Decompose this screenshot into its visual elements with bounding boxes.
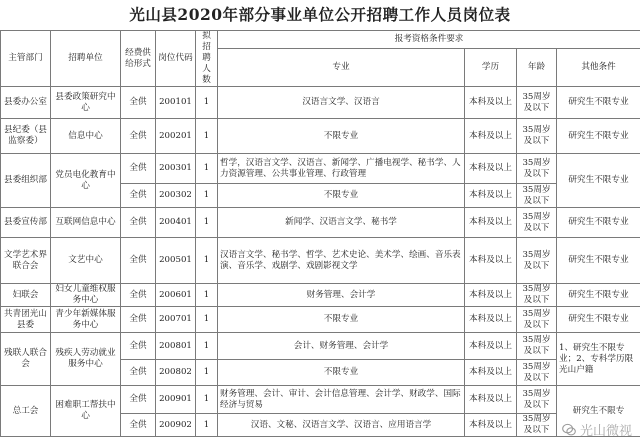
cell-edu: 本科及以上: [465, 208, 517, 238]
cell-other: 研究生不限专业: [557, 87, 640, 119]
cell-age: 35周岁及以下: [517, 154, 557, 184]
cell-major: 不限专业: [218, 360, 465, 386]
cell-count: 1: [196, 360, 218, 386]
cell-edu: 本科及以上: [465, 414, 517, 437]
cell-age: 35周岁及以下: [517, 284, 557, 307]
cell-funding: 全供: [121, 87, 156, 119]
cell-code: 200701: [156, 307, 196, 333]
cell-edu: 本科及以上: [465, 386, 517, 414]
cell-other: 研究生不限专业: [557, 119, 640, 154]
cell-unit: 互联网信息中心: [51, 208, 121, 238]
page-title: 光山县2020年部分事业单位公开招聘工作人员岗位表: [129, 5, 511, 24]
header-count: 拟招聘人数: [196, 31, 218, 87]
cell-dept: 文学艺术界联合会: [1, 238, 51, 284]
cell-code: 200302: [156, 184, 196, 208]
cell-code: 200501: [156, 238, 196, 284]
table-row: [1, 208, 640, 238]
cell-unit: 困难职工帮扶中心: [51, 386, 121, 437]
cell-edu: 本科及以上: [465, 307, 517, 333]
cell-count: 1: [196, 238, 218, 284]
cell-age: 35周岁及以下: [517, 386, 557, 414]
cell-count: 1: [196, 414, 218, 437]
cell-count: 1: [196, 284, 218, 307]
cell-edu: 本科及以上: [465, 333, 517, 360]
cell-count: 1: [196, 119, 218, 154]
cell-major: 汉语言文学、汉语言: [218, 87, 465, 119]
cell-major: 不限专业: [218, 307, 465, 333]
cell-edu: 本科及以上: [465, 184, 517, 208]
cell-unit: 残疾人劳动就业服务中心: [51, 333, 121, 386]
cell-code: 200201: [156, 119, 196, 154]
cell-age: 35周岁及以下: [517, 333, 557, 360]
table-row: [1, 284, 640, 307]
cell-major: 汉语、文秘、汉语言文学、汉语言、应用语言学: [218, 414, 465, 437]
cell-count: 1: [196, 333, 218, 360]
cell-other: 研究生不限专业: [557, 238, 640, 284]
cell-major: 汉语言文学、秘书学、哲学、艺术史论、美术学、绘画、音乐表演、音乐学、戏剧学、戏剧影视文学: [218, 238, 465, 284]
cell-unit: 文艺中心: [51, 238, 121, 284]
header-requirements: 报考资格条件要求: [218, 31, 640, 49]
cell-code: 200301: [156, 154, 196, 184]
cell-funding: 全供: [121, 119, 156, 154]
watermark-text: 光山微视: [579, 424, 632, 439]
cell-funding: 全供: [121, 154, 156, 184]
cell-funding: 全供: [121, 307, 156, 333]
cell-dept: 县委宣传部: [1, 208, 51, 238]
cell-funding: 全供: [121, 414, 156, 437]
cell-unit: 党员电化教育中心: [51, 154, 121, 208]
cell-dept: 总工会: [1, 386, 51, 437]
cell-funding: 全供: [121, 208, 156, 238]
table-row: [1, 238, 640, 284]
cell-major: 会计、财务管理、会计学: [218, 333, 465, 360]
cell-age: 35周岁及以下: [517, 414, 557, 437]
cell-unit: 县委政策研究中心: [51, 87, 121, 119]
cell-funding: 全供: [121, 284, 156, 307]
cell-other: 研究生不限专: [557, 386, 640, 437]
table-row: [1, 307, 640, 333]
cell-funding: 全供: [121, 333, 156, 360]
cell-edu: 本科及以上: [465, 154, 517, 184]
cell-age: 35周岁及以下: [517, 87, 557, 119]
cell-count: 1: [196, 184, 218, 208]
cell-dept: 县委组织部: [1, 154, 51, 208]
cell-major: 财务管理、会计学: [218, 284, 465, 307]
cell-age: 35周岁及以下: [517, 208, 557, 238]
table-row: [1, 386, 640, 414]
cell-other: 1、研究生不限专业；2、专科学历限光山户籍: [557, 333, 640, 386]
cell-major: 哲学，汉语言文学、汉语言、新闻学、广播电视学、秘书学、人力资源管理、公共事业管理、行政管理: [218, 154, 465, 184]
cell-other: 研究生不限专业: [557, 284, 640, 307]
header-code: 岗位代码: [156, 31, 196, 87]
cell-code: 200101: [156, 87, 196, 119]
cell-code: 200801: [156, 333, 196, 360]
cell-unit: 信息中心: [51, 119, 121, 154]
cell-edu: 本科及以上: [465, 87, 517, 119]
cell-code: 200902: [156, 414, 196, 437]
cell-age: 35周岁及以下: [517, 119, 557, 154]
cell-dept: 县纪委（县监察委）: [1, 119, 51, 154]
cell-funding: 全供: [121, 238, 156, 284]
cell-unit: 妇女儿童维权服务中心: [51, 284, 121, 307]
cell-funding: 全供: [121, 360, 156, 386]
cell-unit: 青少年新媒体服务中心: [51, 307, 121, 333]
cell-other: 研究生不限专业: [557, 154, 640, 208]
cell-count: 1: [196, 87, 218, 119]
cell-edu: 本科及以上: [465, 284, 517, 307]
header-major: 专业: [218, 49, 465, 87]
cell-dept: 妇联会: [1, 284, 51, 307]
cell-other: 研究生不限专业: [557, 208, 640, 238]
cell-count: 1: [196, 386, 218, 414]
cell-age: 35周岁及以下: [517, 184, 557, 208]
cell-code: 200901: [156, 386, 196, 414]
table-row: [1, 333, 640, 360]
cell-major: 不限专业: [218, 119, 465, 154]
table-row: [1, 87, 640, 119]
header-unit: 招聘单位: [51, 31, 121, 87]
cell-other: 研究生不限专业: [557, 307, 640, 333]
cell-edu: 本科及以上: [465, 238, 517, 284]
cell-dept: 共青团光山县委: [1, 307, 51, 333]
header-dept: 主管部门: [1, 31, 51, 87]
cell-code: 200401: [156, 208, 196, 238]
cell-edu: 本科及以上: [465, 360, 517, 386]
header-edu: 学历: [465, 49, 517, 87]
table-row: [1, 119, 640, 154]
watermark: [562, 420, 632, 439]
cell-dept: 残联人联合会: [1, 333, 51, 386]
cell-count: 1: [196, 154, 218, 184]
cell-age: 35周岁及以下: [517, 238, 557, 284]
cell-count: 1: [196, 208, 218, 238]
cell-funding: 全供: [121, 386, 156, 414]
cell-edu: 本科及以上: [465, 119, 517, 154]
table-row: [1, 154, 640, 184]
wechat-icon: [562, 423, 576, 437]
header-age: 年龄: [517, 49, 557, 87]
cell-code: 200802: [156, 360, 196, 386]
header-other: 其他条件: [557, 49, 640, 87]
cell-funding: 全供: [121, 184, 156, 208]
cell-age: 35周岁及以下: [517, 360, 557, 386]
cell-code: 200601: [156, 284, 196, 307]
cell-dept: 县委办公室: [1, 87, 51, 119]
cell-major: 不限专业: [218, 184, 465, 208]
job-table: [0, 30, 640, 437]
cell-age: 35周岁及以下: [517, 307, 557, 333]
header-funding: 经费供给形式: [121, 31, 156, 87]
cell-count: 1: [196, 307, 218, 333]
cell-major: 新闻学、汉语言文学、秘书学: [218, 208, 465, 238]
cell-major: 财务管理、会计、审计、会计信息管理、会计学、财政学、国际经济与贸易: [218, 386, 465, 414]
